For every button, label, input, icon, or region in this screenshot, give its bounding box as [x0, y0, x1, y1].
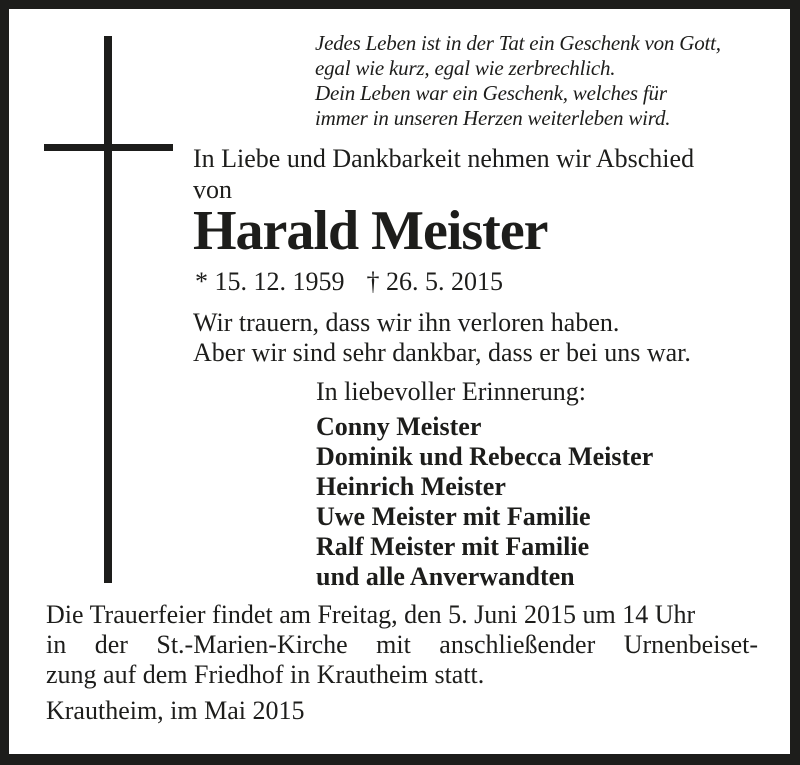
- memorial-quote: [315, 31, 775, 131]
- quote-line: immer in unseren Herzen weiterleben wird.: [315, 106, 671, 130]
- cross-vertical-bar: [104, 36, 112, 583]
- closing-location-date: Krautheim, im Mai 2015: [46, 696, 305, 725]
- mourner-name: Dominik und Rebecca Meister: [316, 442, 654, 471]
- intro-text: [193, 143, 778, 205]
- death-date: † 26. 5. 2015: [366, 267, 503, 296]
- mourners-list: [316, 412, 776, 592]
- cross-icon: [44, 36, 173, 583]
- funeral-line: zung auf dem Friedhof in Krautheim statt.: [46, 660, 485, 689]
- life-dates: [195, 267, 503, 297]
- quote-line: Jedes Leben ist in der Tat ein Geschenk von Gott,: [315, 31, 721, 55]
- quote-line: egal wie kurz, egal wie zerbrechlich.: [315, 56, 616, 80]
- funeral-line: in der St.-Marien-Kirche mit anschließender Urnenbeiset-: [46, 630, 758, 659]
- mourner-name: und alle Anverwandten: [316, 562, 575, 591]
- cross-horizontal-bar: [44, 144, 173, 151]
- intro-line: von: [193, 175, 232, 204]
- deceased-name: Harald Meister: [193, 200, 548, 262]
- mourning-line: Aber wir sind sehr dankbar, dass er bei uns war.: [193, 338, 691, 367]
- funeral-info: [46, 600, 758, 690]
- funeral-line: Die Trauerfeier findet am Freitag, den 5. Juni 2015 um 14 Uhr: [46, 600, 696, 629]
- mourning-text: [193, 308, 783, 368]
- remembrance-heading: In liebevoller Erinnerung:: [316, 377, 587, 406]
- mourning-line: Wir trauern, dass wir ihn verloren haben.: [193, 308, 620, 337]
- birth-date: * 15. 12. 1959: [195, 267, 345, 296]
- mourner-name: Ralf Meister mit Familie: [316, 532, 590, 561]
- intro-line: In Liebe und Dankbarkeit nehmen wir Abschied: [193, 144, 695, 173]
- mourner-name: Heinrich Meister: [316, 472, 506, 501]
- mourner-name: Conny Meister: [316, 412, 482, 441]
- quote-line: Dein Leben war ein Geschenk, welches für: [315, 81, 667, 105]
- mourner-name: Uwe Meister mit Familie: [316, 502, 591, 531]
